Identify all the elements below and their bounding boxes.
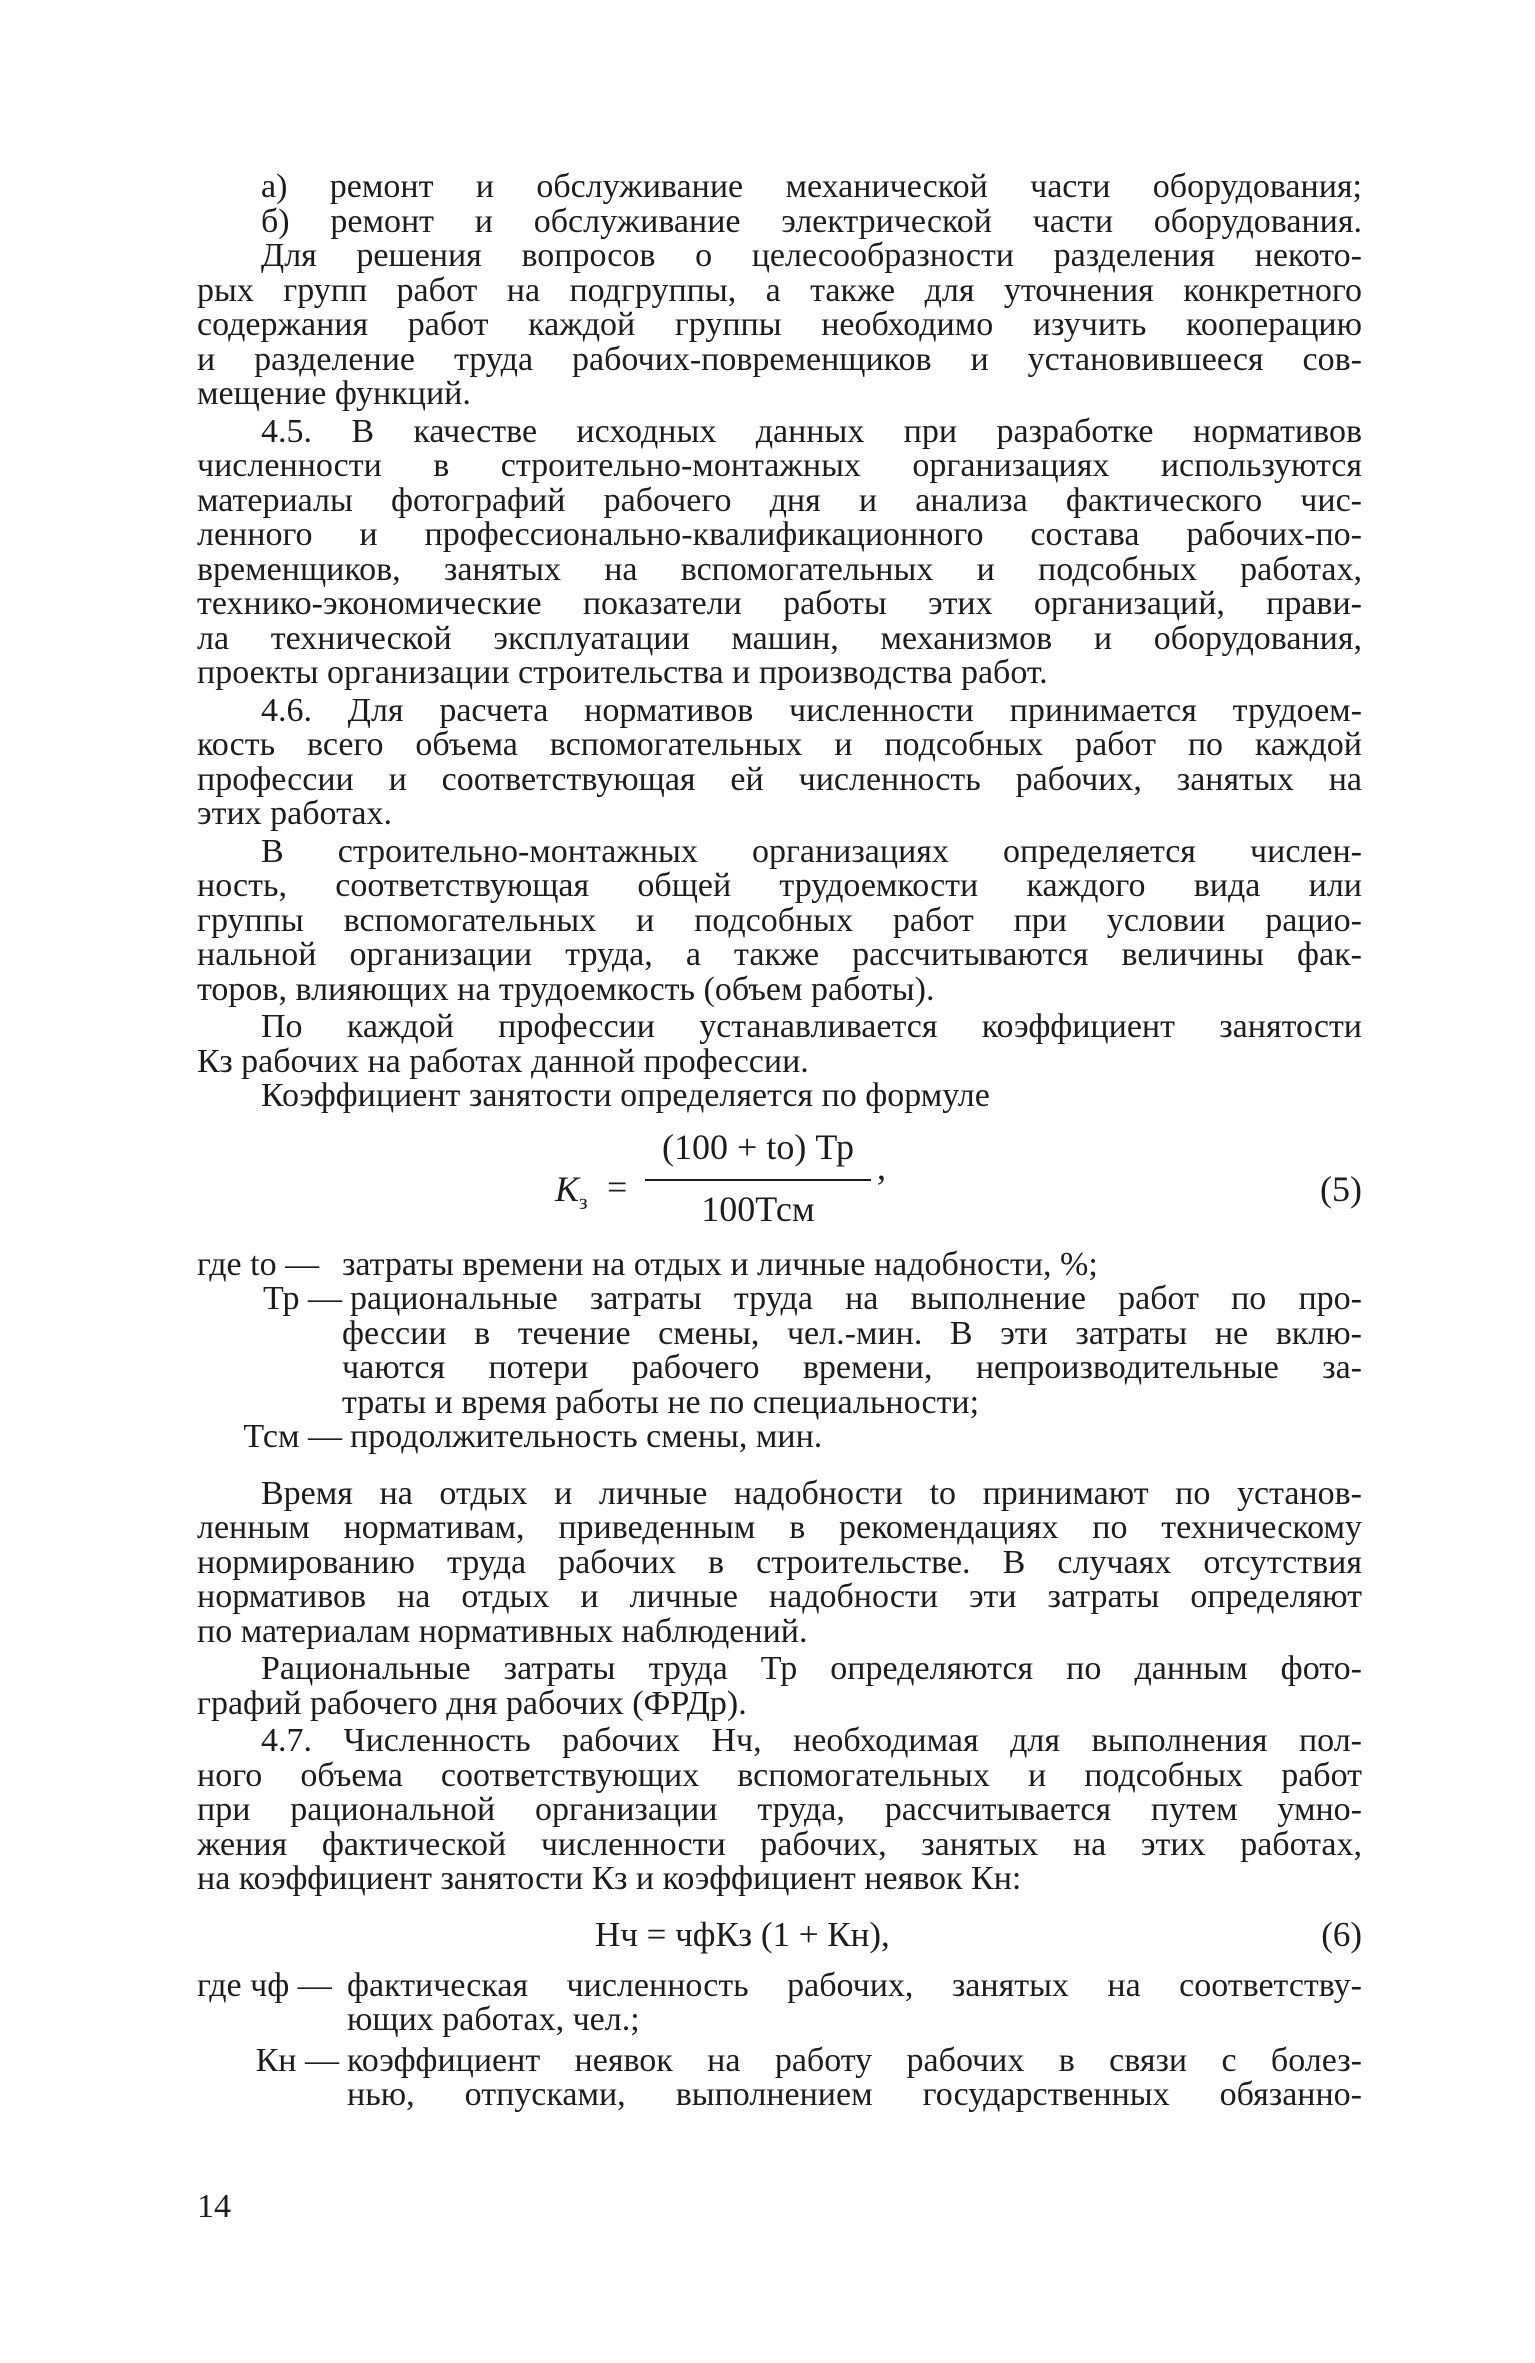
- text-line: профессии и соответствующая ей численность рабочих, занятых на: [197, 762, 1362, 797]
- text-line: численности в строительно-монтажных организациях используются: [197, 449, 1362, 484]
- paragraph-4-5: [197, 415, 1362, 691]
- definition-term: Тр —: [263, 1280, 342, 1317]
- formula-lhs-subscript: з: [578, 1188, 588, 1214]
- text-line: Коэффициент занятости определяется по формуле: [261, 1079, 990, 1114]
- text-line: 4.5. В качестве исходных данных при разработке нормативов: [261, 414, 1362, 449]
- text-line: По каждой профессии устанавливается коэффициент занятости: [261, 1010, 1362, 1045]
- spacer: [197, 1455, 1362, 1477]
- text-line: графий рабочего дня рабочих (ФРДр).: [197, 1686, 747, 1721]
- document-page: [197, 170, 1362, 2113]
- formula-numerator: (100 + tо) Тр: [662, 1126, 854, 1167]
- formula-expression: Нч = чфКз (1 + Кн),: [595, 1914, 890, 1954]
- text-line: временщиков, занятых на вспомогательных и подсобных работах,: [197, 552, 1362, 587]
- text-line: нальной организации труда, а также рассчитываются величины фак-: [197, 938, 1362, 973]
- definition-text: коэффициент неявок на работу рабочих в связи с болез-: [347, 2043, 1362, 2078]
- text-line: 4.6. Для расчета нормативов численности принимается трудоем-: [261, 693, 1362, 728]
- text-line: Время на отдых и личные надобности tо принимают по установ-: [261, 1476, 1362, 1511]
- text-line: торов, влияющих на трудоемкость (объем работы).: [197, 972, 935, 1007]
- paragraph-2: [197, 239, 1362, 412]
- definition-text: чаются потери рабочего времени, непроизводительные за-: [342, 1351, 1362, 1386]
- definition-continuation: [197, 1351, 1362, 1386]
- text-line: ленным нормативам, приведенным в рекомендациях по техническому: [197, 1511, 1362, 1546]
- text-line: Кз рабочих на работах данной профессии.: [197, 1044, 809, 1079]
- text-line: мещение функций.: [197, 377, 471, 412]
- text-line: нормированию труда рабочих в строительстве. В случаях отсутствия: [197, 1545, 1362, 1580]
- text-line: проекты организации строительства и производства работ.: [197, 656, 1048, 691]
- text-line: по материалам нормативных наблюдений.: [197, 1614, 808, 1649]
- text-line: рых групп работ на подгруппы, а также для уточнения конкретного: [197, 273, 1362, 308]
- paragraph-8: [197, 1477, 1362, 1650]
- text-line: нормативов на отдых и личные надобности эти затраты определяют: [197, 1580, 1362, 1615]
- definition-row: [197, 1245, 1362, 1283]
- text-line: б) ремонт и обслуживание электрической части оборудования.: [261, 204, 1362, 239]
- definition-row: [197, 2041, 1362, 2079]
- text-line: материалы фотографий рабочего дня и анализа фактического чис-: [197, 483, 1362, 518]
- text-line: кость всего объема вспомогательных и подсобных работ по каждой: [197, 728, 1362, 763]
- text-line: при рациональной организации труда, рассчитывается путем умно-: [197, 1793, 1362, 1828]
- page-number: 14: [197, 2188, 231, 2225]
- text-line: а) ремонт и обслуживание механической части оборудования;: [261, 170, 1362, 205]
- definition-text: затраты времени на отдых и личные надобности, %;: [342, 1247, 1098, 1282]
- definition-row: [197, 1420, 1362, 1455]
- paragraph-7: [197, 1079, 1362, 1114]
- text-line: ла технической эксплуатации машин, механизмов и оборудования,: [197, 621, 1362, 656]
- text-line: содержания работ каждой группы необходимо изучить кооперацию: [197, 308, 1362, 343]
- equation-number: (6): [1321, 1914, 1362, 1954]
- formula-denominator: 100Тсм: [701, 1188, 815, 1229]
- definition-text: фактическая численность рабочих, занятых на соответству-: [347, 1968, 1362, 2003]
- text-line: технико-экономические показатели работы этих организаций, прави-: [197, 587, 1362, 622]
- definition-continuation: [197, 1317, 1362, 1352]
- text-line: 4.7. Численность рабочих Нч, необходимая для выполнения пол-: [261, 1724, 1362, 1759]
- paragraph-4-7: [197, 1724, 1362, 1897]
- paragraph-9: [197, 1652, 1362, 1721]
- definition-term: Тсм —: [243, 1418, 342, 1455]
- definition-term: где tо —: [197, 1245, 320, 1283]
- definition-text: продолжительность смены, мин.: [350, 1420, 823, 1455]
- formula-lhs: [555, 1168, 588, 1215]
- text-line: группы вспомогательных и подсобных работ при условии рацио-: [197, 903, 1362, 938]
- paragraph-6: [197, 1010, 1362, 1079]
- definition-text: фессии в течение смены, чел.-мин. В эти затраты не вклю-: [342, 1316, 1362, 1351]
- formula-5: [197, 1126, 1362, 1244]
- text-line: ного объема соответствующих вспомогательных и подсобных работ: [197, 1758, 1362, 1793]
- definition-term: Кн —: [255, 2041, 339, 2079]
- text-line: Для решения вопросов о целесообразности разделения некото-: [261, 239, 1362, 274]
- formula-6: [197, 1907, 1362, 1963]
- definition-continuation: [197, 1386, 1362, 1421]
- text-line: на коэффициент занятости Кз и коэффициент неявок Кн:: [197, 1862, 1022, 1897]
- text-line: ленного и профессионально-квалификационного состава рабочих-по-: [197, 518, 1362, 553]
- definition-term: где чф —: [197, 1966, 332, 2004]
- formula-6-definitions: [197, 1966, 1362, 2113]
- equation-number: (5): [1320, 1168, 1362, 1209]
- text-line: этих работах.: [197, 797, 392, 832]
- formula-comma: ,: [877, 1146, 886, 1187]
- formula-lhs-symbol: К: [555, 1168, 579, 1209]
- text-line: Рациональные затраты труда Тр определяются по данным фото-: [261, 1652, 1362, 1687]
- definition-continuation: [197, 2003, 1362, 2038]
- text-line: жения фактической численности рабочих, занятых на этих работах,: [197, 1827, 1362, 1862]
- definition-row: [197, 1966, 1362, 2004]
- text-line: и разделение труда рабочих-повременщиков и установившееся сов-: [197, 342, 1362, 377]
- formula-equals: =: [607, 1166, 628, 1207]
- definition-text: ющих работах, чел.;: [347, 2003, 640, 2038]
- definition-text: рациональные затраты труда на выполнение работ по про-: [350, 1282, 1362, 1317]
- text-line: В строительно-монтажных организациях определяется числен-: [261, 834, 1362, 869]
- paragraph-1: [197, 170, 1362, 239]
- paragraph-5: [197, 835, 1362, 1008]
- definition-row: [197, 1282, 1362, 1317]
- paragraph-4-6: [197, 694, 1362, 832]
- formula-5-definitions: [197, 1245, 1362, 1455]
- definition-continuation: [197, 2078, 1362, 2113]
- fraction-bar: [645, 1179, 871, 1181]
- text-line: ность, соответствующая общей трудоемкости каждого вида или: [197, 869, 1362, 904]
- definition-text: траты и время работы не по специальности;: [342, 1385, 980, 1420]
- definition-text: нью, отпусками, выполнением государственных обязанно-: [347, 2078, 1362, 2113]
